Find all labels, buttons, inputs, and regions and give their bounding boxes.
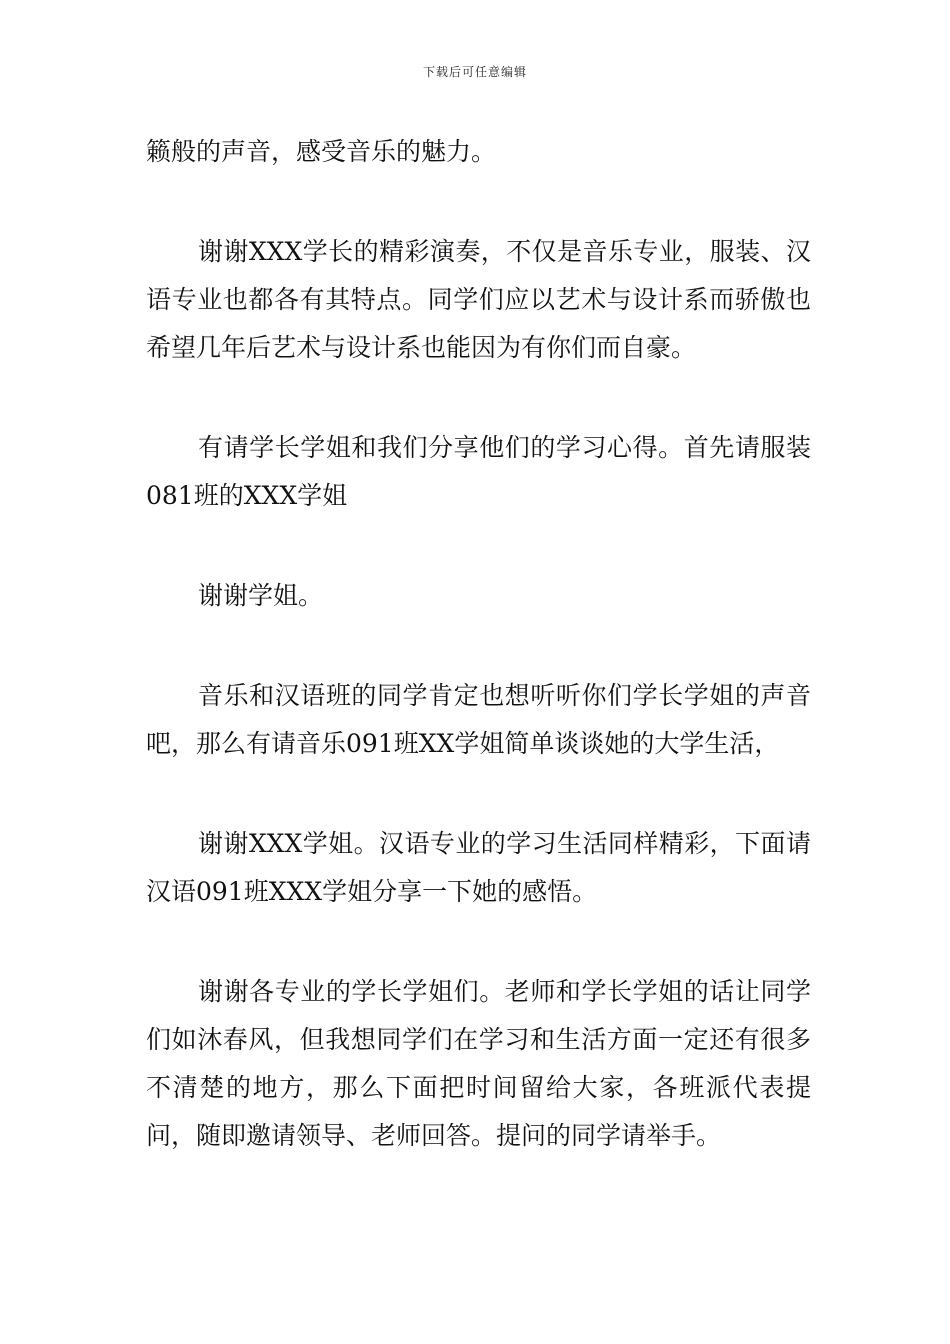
paragraph-invite-sharing: 有请学长学姐和我们分享他们的学习心得。首先请服装081班的XXX学姐 — [146, 433, 811, 510]
paragraph-gap — [146, 176, 811, 228]
paragraph-music-chinese: 音乐和汉语班的同学肯定也想听听你们学长学姐的声音吧，那么有请音乐091班XX学姐简单谈谈她的大学生活， — [146, 681, 811, 758]
page-header: 下载后可任意编辑 — [422, 65, 527, 79]
paragraph-thanks-senior: 谢谢学姐。 — [198, 581, 324, 610]
paragraph-gap — [146, 520, 811, 572]
paragraph-thanks-performance: 谢谢XXX学长的精彩演奏，不仅是音乐专业，服装、汉语专业也都各有其特点。同学们应以艺术与设计系而骄傲也希望几年后艺术与设计系也能因为有你们而自豪。 — [146, 237, 811, 362]
paragraph-gap — [146, 372, 811, 424]
document-body — [146, 128, 811, 1160]
paragraph-chinese-major: 谢谢XXX学姐。汉语专业的学习生活同样精彩，下面请汉语091班XXX学姐分享一下她的感悟。 — [146, 829, 811, 906]
paragraph-qa-session: 谢谢各专业的学长学姐们。老师和学长学姐的话让同学们如沐春风，但我想同学们在学习和生活方面一定还有很多不清楚的地方，那么下面把时间留给大家，各班派代表提问，随即邀请领导、老师回答。提问的同学请举手。 — [146, 977, 811, 1150]
paragraph-gap — [146, 916, 811, 968]
paragraph-gap — [146, 768, 811, 820]
paragraph-gap — [146, 620, 811, 672]
paragraph-continuation: 籁般的声音，感受音乐的魅力。 — [146, 137, 497, 166]
